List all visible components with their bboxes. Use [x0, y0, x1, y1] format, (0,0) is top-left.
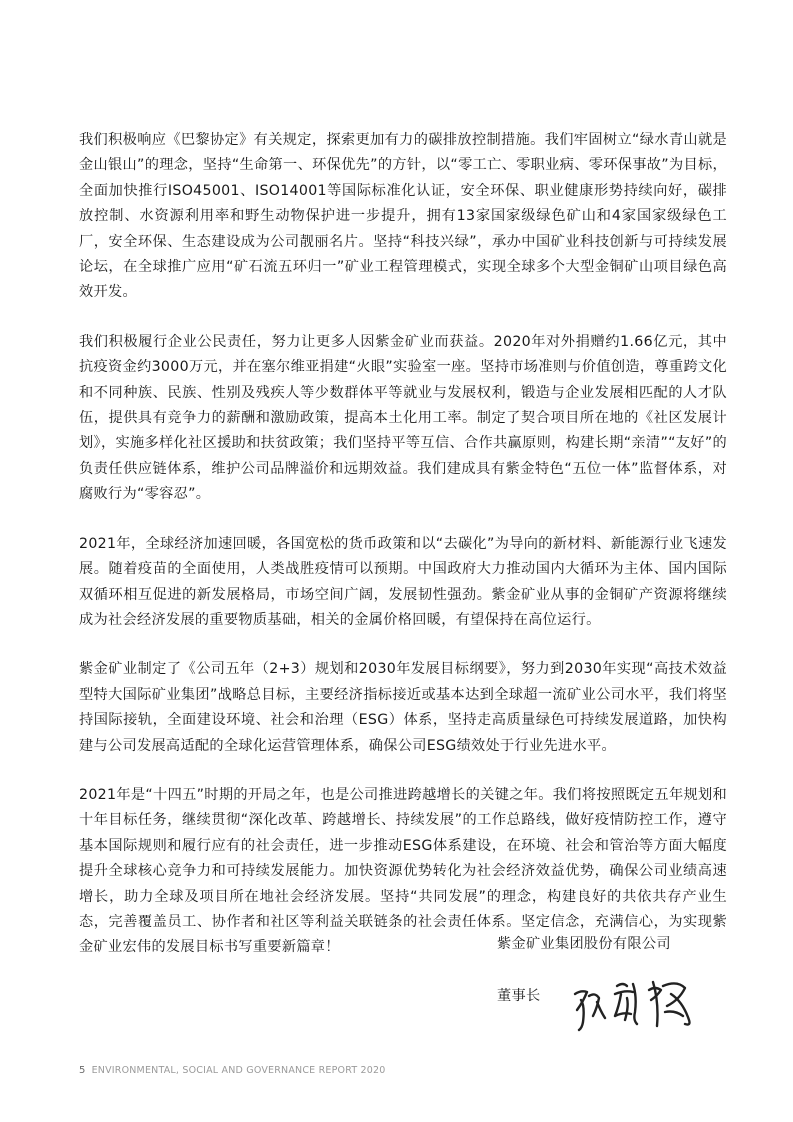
signature-block [497, 932, 737, 1032]
paragraph-fourteenth-five-year: 2021年是“十四五”时期的开局之年，也是公司推进跨越增长的关键之年。我们将按照既定五年规划和十年目标任务，继续贯彻“深化改革、跨越增长、持续发展”的工作总路线，做好疫情防控工作，遵守基本国际规则和履行应有的社会责任，进一步推动ESG体系建设，在环境、社会和管治等方面大幅度提升全球核心竞争力和可持续发展能力。加快资源优势转化为社会经济效益优势，确保公司业绩高速增长，助力全球及项目所在地社会经济发展。坚持“共同发展”的理念，构建良好的共依共存产业生态，完善覆盖员工、协作者和社区等利益关联链条的社会责任体系。坚定信念，充满信心，为实现紫金矿业宏伟的发展目标书写重要新篇章！ [79, 786, 727, 956]
handwritten-signature [567, 972, 707, 1032]
chairman-row [497, 972, 737, 1032]
paragraph-2021-outlook: 2021年，全球经济加速回暖，各国宽松的货币政策和以“去碳化”为导向的新材料、新能源行业飞速发展。随着疫苗的全面使用，人类战胜疫情可以预期。中国政府大力推动国内大循环为主体、国内国际双循环相互促进的新发展格局，市场空间广阔，发展韧性强劲。紫金矿业从事的金铜矿产资源将继续成为社会经济发展的重要物质基础，相关的金属价格回暖，有望保持在高位运行。 [79, 535, 727, 628]
letter-body [79, 128, 727, 985]
page-number: 5 [79, 1065, 86, 1076]
company-name: 紫金矿业集团股份有限公司 [497, 936, 671, 952]
paragraph-social-responsibility: 我们积极履行企业公民责任，努力让更多人因紫金矿业而获益。2020年对外捐赠约1.66亿元，其中抗疫资金约3000万元，并在塞尔维亚捐建“火眼”实验室一座。坚持市场准则与价值创造，尊重跨文化和不同种族、民族、性别及残疾人等少数群体平等就业与发展权利，锻造与企业发展相匹配的人才队伍，提供具有竞争力的薪酬和激励政策，提高本土化用工率。制定了契合项目所在地的《社区发展计划》，实施多样化社区援助和扶贫政策；我们坚持平等互信、合作共赢原则，构建长期“亲清”“友好”的负责任供应链体系，维护公司品牌溢价和远期效益。我们建成具有紫金特色“五位一体”监督体系，对腐败行为“零容忍”。 [79, 333, 727, 503]
paragraph-strategy-2030: 紫金矿业制定了《公司五年（2+3）规划和2030年发展目标纲要》，努力到2030年实现“高技术效益型特大国际矿业集团”战略总目标，主要经济指标接近或基本达到全球超一流矿业公司水平，我们将坚持国际接轨，全面建设环境、社会和治理（ESG）体系，坚持走高质量绿色可持续发展道路，加快构建与公司发展高适配的全球化运营管理体系，确保公司ESG绩效处于行业先进水平。 [79, 661, 727, 754]
page-footer [79, 1065, 386, 1076]
paragraph-climate-environment: 我们积极响应《巴黎协定》有关规定，探索更加有力的碳排放控制措施。我们牢固树立“绿水青山就是金山银山”的理念，坚持“生命第一、环保优先”的方针，以“零工亡、零职业病、零环保事故”为目标，全面加快推行ISO45001、ISO14001等国际标准化认证，安全环保、职业健康形势持续向好，碳排放控制、水资源利用率和野生动物保护进一步提升，拥有13家国家级绿色矿山和4家国家级绿色工厂，安全环保、生态建设成为公司靓丽名片。坚持“科技兴绿”，承办中国矿业科技创新与可持续发展论坛，在全球推广应用“矿石流五环归一”矿业工程管理模式，实现全球多个大型金铜矿山项目绿色高效开发。 [79, 132, 727, 301]
report-title: ENVIRONMENTAL, SOCIAL AND GOVERNANCE REPORT 2020 [91, 1065, 386, 1076]
chairman-title: 董事长 [497, 988, 541, 1004]
